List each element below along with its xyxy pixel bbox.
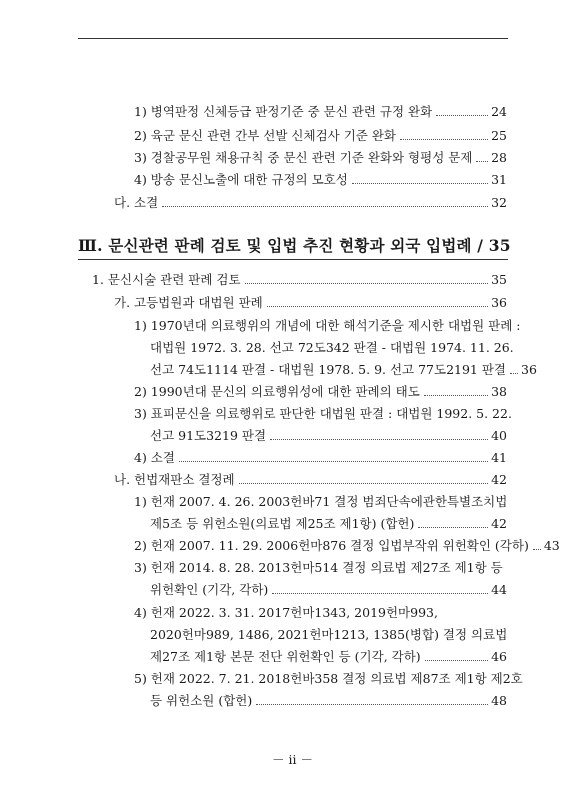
toc-entry-label: 나. 헌법재판소 결정례 — [114, 472, 235, 487]
toc-entry-label: 1) 헌재 2007. 4. 26. 2003헌바71 결정 범죄단속에관한특별조치법 — [134, 494, 508, 509]
toc-entry[interactable] — [150, 582, 507, 598]
toc-entry[interactable] — [150, 362, 537, 378]
toc-entry-label: 선고 74도1114 판결 - 대법원 1978. 5. 9. 선고 77도2191 판결 — [150, 362, 507, 377]
dot-leader — [272, 593, 488, 594]
toc-entry-label: 다. 소결 — [114, 195, 159, 210]
toc-entry[interactable] — [134, 128, 507, 144]
toc-entry[interactable] — [150, 693, 507, 709]
toc-entry-label: 5) 헌재 2022. 7. 21. 2018헌바358 결정 의료법 제87조 제1항 제2호 — [134, 671, 523, 686]
chapter-heading[interactable]: Ⅲ. 문신관련 판례 검토 및 입법 추진 현황과 외국 입법례 / 35 — [78, 236, 511, 255]
toc-page-number: 36 — [491, 295, 507, 310]
dot-leader — [510, 373, 518, 374]
dot-leader — [476, 161, 488, 162]
toc-entry-label: 가. 고등법원과 대법원 판례 — [114, 295, 263, 310]
toc-entry[interactable] — [134, 450, 507, 466]
toc-entry[interactable] — [134, 104, 507, 120]
toc-entry[interactable] — [150, 428, 507, 444]
toc-entry-line[interactable] — [134, 560, 507, 576]
toc-entry[interactable] — [134, 172, 507, 188]
toc-page-number: 41 — [491, 450, 507, 465]
toc-entry[interactable] — [114, 472, 507, 488]
dot-leader — [239, 483, 488, 484]
dot-leader — [245, 283, 489, 284]
toc-page-number: 44 — [491, 582, 507, 597]
dot-leader — [267, 306, 488, 307]
toc-page-number: 42 — [491, 516, 507, 531]
toc-entry-line[interactable] — [134, 605, 507, 621]
toc-page-number: 46 — [491, 649, 507, 664]
toc-entry-label: 4) 헌재 2022. 3. 31. 2017헌마1343, 2019헌마993, — [134, 605, 438, 620]
dot-leader — [179, 461, 488, 462]
dot-leader — [436, 115, 488, 116]
toc-entry-label: 제27조 제1항 본문 전단 위헌확인 등 (기각, 각하) — [150, 649, 421, 664]
toc-entry-label: 3) 표피문신을 의료행위로 판단한 대법원 판결 : 대법원 1992. 5. 22. — [134, 406, 512, 421]
toc-entry-line[interactable] — [150, 340, 514, 356]
toc-page-number: 48 — [491, 693, 507, 708]
toc-entry-line[interactable] — [134, 494, 507, 510]
toc-entry[interactable] — [134, 384, 507, 400]
toc-entry-label: 2) 헌재 2007. 11. 29. 2006헌마876 결정 입법부작위 위헌확인 (각하) — [134, 538, 529, 553]
toc-page-number: 38 — [491, 384, 507, 399]
toc-page-number: 31 — [491, 172, 507, 187]
toc-entry-label: 등 위헌소원 (합헌) — [150, 693, 253, 708]
toc-entry-label: 3) 헌재 2014. 8. 28. 2013헌마514 결정 의료법 제27조 제1항 등 — [134, 560, 503, 575]
toc-entry[interactable] — [92, 272, 507, 288]
toc-page-number: 36 — [521, 362, 537, 377]
dot-leader — [352, 183, 488, 184]
toc-page-number: 28 — [491, 150, 507, 165]
toc-entry-label: 3) 경찰공무원 채용규칙 중 문신 관련 기준 완화와 형평성 문제 — [134, 150, 473, 165]
toc-entry-line[interactable] — [150, 627, 507, 643]
toc-entry[interactable] — [150, 516, 507, 532]
page-footer-number: － ii － — [272, 752, 313, 767]
dot-leader — [533, 549, 541, 550]
toc-entry-label: 2020헌마989, 1486, 2021헌마1213, 1385(병합) 결정 의료법 — [150, 627, 508, 642]
toc-entry-label: 제5조 등 위헌소원(의료법 제25조 제1항) (합헌) — [150, 516, 415, 531]
toc-entry[interactable] — [134, 538, 560, 554]
toc-entry[interactable] — [114, 295, 507, 311]
toc-entry-label: 2) 육군 문신 관련 간부 선발 신체검사 기준 완화 — [134, 128, 396, 143]
toc-entry-label: 4) 소결 — [134, 450, 175, 465]
toc-entry[interactable] — [114, 195, 507, 211]
dot-leader — [270, 439, 488, 440]
toc-entry-label: 4) 방송 문신노출에 대한 규정의 모호성 — [134, 172, 348, 187]
toc-entry-label: 1) 병역판정 신체등급 판정기준 중 문신 관련 규정 완화 — [134, 104, 433, 119]
dot-leader — [256, 704, 488, 705]
toc-page-number: 32 — [491, 195, 507, 210]
toc-entry-label: 1) 1970년대 의료행위의 개념에 대한 해석기준을 제시한 대법원 판례 : — [134, 318, 521, 333]
toc-page-number: 42 — [491, 472, 507, 487]
dot-leader — [424, 395, 488, 396]
toc-page-number: 43 — [543, 538, 560, 553]
heading-rule — [78, 259, 508, 260]
toc-entry-label: 선고 91도3219 판결 — [150, 428, 267, 443]
toc-page-number: 35 — [491, 272, 507, 287]
toc-entry-label: 1. 문신시술 관련 판례 검토 — [92, 272, 241, 287]
toc-page-number: 25 — [491, 128, 507, 143]
dot-leader — [418, 527, 488, 528]
toc-page-number: 40 — [491, 428, 507, 443]
toc-entry[interactable] — [134, 150, 507, 166]
dot-leader — [425, 660, 488, 661]
toc-entry-label: 위헌확인 (기각, 각하) — [150, 582, 269, 597]
toc-entry-label: 대법원 1972. 3. 28. 선고 72도342 판결 - 대법원 1974. 11. 26. — [150, 340, 514, 355]
dot-leader — [400, 139, 488, 140]
dot-leader — [162, 206, 488, 207]
toc-entry-label: 2) 1990년대 문신의 의료행위성에 대한 판례의 태도 — [134, 384, 420, 399]
toc-entry[interactable] — [150, 649, 507, 665]
toc-entry-line[interactable] — [134, 318, 521, 334]
top-rule — [78, 38, 508, 39]
toc-entry-line[interactable] — [134, 406, 512, 422]
toc-page-number: 24 — [491, 104, 507, 119]
toc-entry-line[interactable] — [134, 671, 523, 687]
